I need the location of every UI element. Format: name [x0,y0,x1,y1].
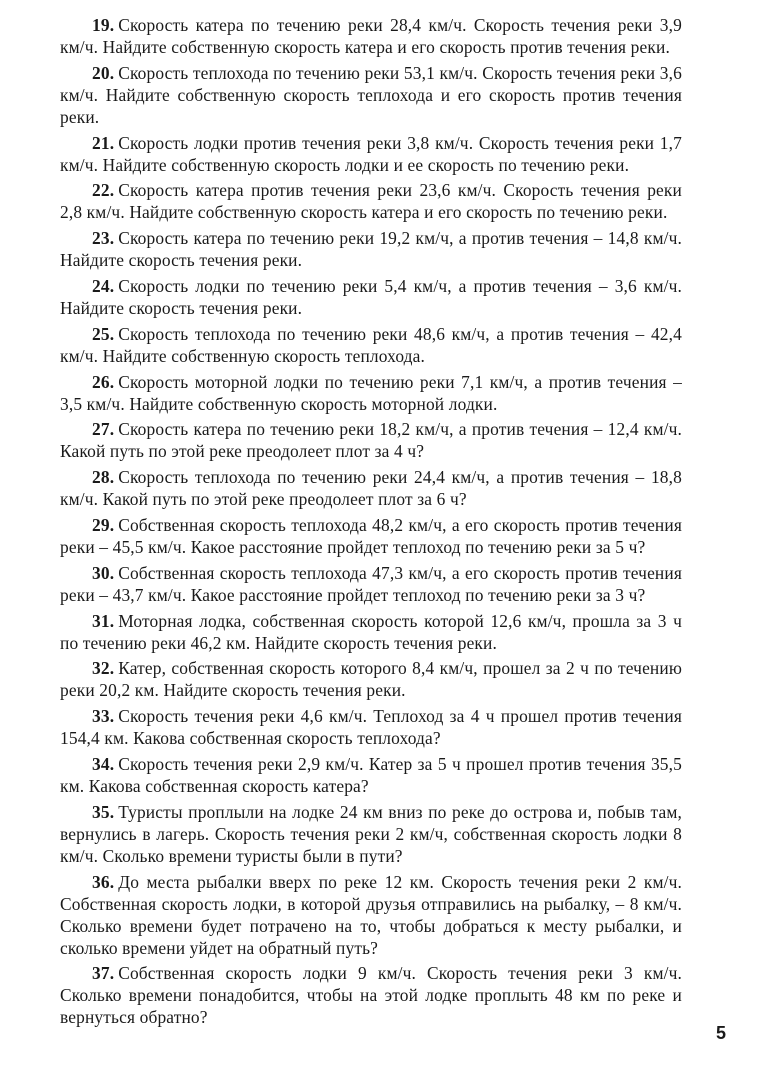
problem-20 [60,62,682,128]
problem-number: 33. [92,706,115,727]
problem-25 [60,323,682,367]
problem-text: Катер, собственная скорость которого 8,4 км/ч, прошел за 2 ч по течению реки 20,2 км. Найдите скорость течения реки. [60,658,682,701]
problem-text: Скорость течения реки 2,9 км/ч. Катер за 5 ч прошел против течения 35,5 км. Какова собственная скорость катера? [60,753,682,796]
problem-list [60,14,682,1032]
problem-text: До места рыбалки вверх по реке 12 км. Скорость течения реки 2 км/ч. Собственная скорость лодки, в которой друзья отправились на рыбалку, – 8 км/ч. Сколько времени будет потрачено на то, чтобы добраться к месту рыбалки, и сколько времени уйдет на обратный путь? [60,871,682,958]
problem-number: 19. [92,15,115,35]
problem-text: Скорость катера против течения реки 23,6 км/ч. Скорость течения реки 2,8 км/ч. Найдите собственную скорость катера и его скорость по течению реки. [60,180,682,223]
problem-text: Скорость катера по течению реки 28,4 км/ч. Скорость течения реки 3,9 км/ч. Найдите собственную скорость катера и его скорость против течения реки. [60,15,682,57]
problem-text: Скорость катера по течению реки 19,2 км/ч, а против течения – 14,8 км/ч. Найдите скорость течения реки. [60,228,682,271]
problem-32 [60,657,682,701]
problem-text: Скорость лодки по течению реки 5,4 км/ч, а против течения – 3,6 км/ч. Найдите скорость течения реки. [60,275,682,318]
problem-text: Скорость теплохода по течению реки 24,4 км/ч, а против течения – 18,8 км/ч. Какой путь по этой реке преодолеет плот за 6 ч? [60,467,682,510]
page-number: 5 [716,1023,727,1043]
problem-24 [60,275,682,319]
problem-number: 35. [92,801,115,822]
problem-number: 31. [92,610,115,631]
problem-text: Собственная скорость теплохода 48,2 км/ч, а его скорость против течения реки – 45,5 км/ч. Какое расстояние пройдет теплоход по течению реки за 5 ч? [60,514,682,557]
problem-27 [60,418,682,462]
problem-21 [60,132,682,176]
problem-text: Скорость течения реки 4,6 км/ч. Теплоход за 4 ч прошел против течения 154,4 км. Какова собственная скорость теплохода? [60,706,682,749]
problem-35 [60,801,682,867]
problem-33 [60,705,682,749]
problem-30 [60,562,682,606]
problem-text: Собственная скорость лодки 9 км/ч. Скорость течения реки 3 км/ч. Сколько времени понадобится, чтобы на этой лодке проплыть 48 км по реке и вернуться обратно? [60,963,682,1028]
problem-text: Скорость моторной лодки по течению реки 7,1 км/ч, а против течения – 3,5 км/ч. Найдите собственную скорость моторной лодки. [60,371,682,414]
problem-text: Скорость лодки против течения реки 3,8 км/ч. Скорость течения реки 1,7 км/ч. Найдите собственную скорость лодки и ее скорость по течению реки. [60,132,682,175]
problem-text: Скорость катера по течению реки 18,2 км/ч, а против течения – 12,4 км/ч. Какой путь по этой реке преодолеет плот за 4 ч? [60,419,682,462]
problem-number: 37. [92,963,115,984]
problem-text: Моторная лодка, собственная скорость которой 12,6 км/ч, прошла за 3 ч по течению реки 46,2 км. Найдите скорость течения реки. [60,610,682,653]
problem-34 [60,753,682,797]
problem-28 [60,466,682,510]
problem-number: 24. [92,275,115,296]
problem-text: Скорость теплохода по течению реки 53,1 км/ч. Скорость течения реки 3,6 км/ч. Найдите собственную скорость теплохода и его скорость против течения реки. [60,62,682,127]
problem-number: 22. [92,180,115,201]
problem-number: 21. [92,132,115,153]
problem-number: 32. [92,658,115,679]
problem-22 [60,179,682,223]
problem-31 [60,610,682,654]
problem-29 [60,514,682,558]
problem-number: 29. [92,514,115,535]
problem-26 [60,371,682,415]
problem-23 [60,227,682,271]
problem-text: Собственная скорость теплохода 47,3 км/ч, а его скорость против течения реки – 43,7 км/ч. Какое расстояние пройдет теплоход по течению реки за 3 ч? [60,562,682,605]
problem-number: 20. [92,62,115,83]
problem-number: 27. [92,419,115,440]
problem-36 [60,871,682,959]
problem-37 [60,962,682,1028]
problem-number: 30. [92,562,115,583]
problem-number: 26. [92,371,115,392]
problem-text: Скорость теплохода по течению реки 48,6 км/ч, а против течения – 42,4 км/ч. Найдите собственную скорость теплохода. [60,323,682,366]
problem-number: 36. [92,871,115,892]
problem-number: 28. [92,467,115,488]
problem-19 [60,14,682,58]
problem-number: 34. [92,753,115,774]
problem-text: Туристы проплыли на лодке 24 км вниз по реке до острова и, побыв там, вернулись в лагерь. Скорость течения реки 2 км/ч, собственная скорость лодки 8 км/ч. Сколько времени туристы были в пути? [60,801,682,866]
problem-number: 23. [92,228,115,249]
problem-number: 25. [92,323,115,344]
